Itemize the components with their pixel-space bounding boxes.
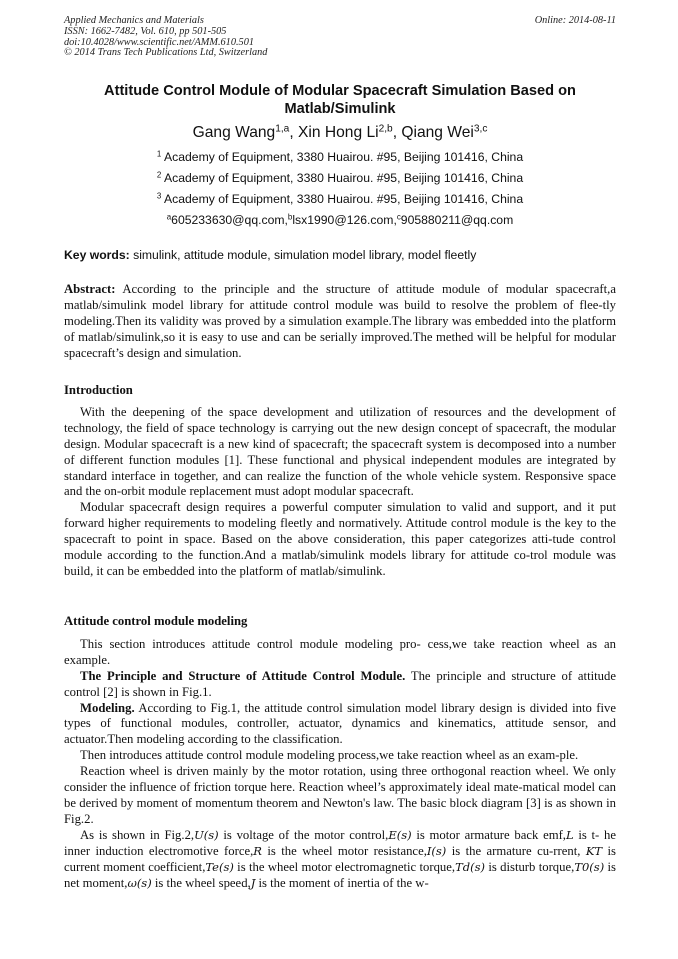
copyright-line: © 2014 Trans Tech Publications Ltd, Switzerland bbox=[64, 47, 268, 59]
doi-line: doi:10.4028/www.scientific.net/AMM.610.501 bbox=[64, 36, 254, 48]
paragraph: Modular spacecraft design requires a powerful computer simulation to valid and support, and it put forward higher requirements to modeling fleetly and normatively. Attitude control module is the key to the spacecraft to point in space. Based on the above consideration, this paper categorizes atti-tude control module according to the function.And a matlab/simulink models library for attitude co-trol module was build, it can be embedded into the platform of matlab/simulink. bbox=[64, 500, 616, 578]
journal-name: Applied Mechanics and Materials bbox=[64, 15, 204, 26]
affiliation: $^2$ Academy of Equipment, 3380 Huairou. #95, Beijing 101416, China bbox=[156, 170, 524, 185]
paragraph: This section introduces attitude control module modeling pro- cess,we take reaction wheel as an example. bbox=[64, 636, 616, 667]
paragraph: As is shown in Fig.2,U(s) is voltage of the motor control,E(s) is motor armature back emf,L is t- he inner induction electromotive force,R is the wheel motor resistance,I(s) is the armature cu-rrent, KT is current moment coefficient,Te(s) is the wheel motor electromagnetic torque,Td(s) is disturb torque,T0(s) is net moment,ω(s) is the wheel speed,J is the moment of inertia of the w- bbox=[64, 827, 616, 890]
section-heading: Introduction bbox=[64, 383, 133, 397]
section-heading: Attitude control module modeling bbox=[64, 614, 248, 628]
affiliation: $^3$ Academy of Equipment, 3380 Huairou. #95, Beijing 101416, China bbox=[156, 191, 524, 206]
author-name: Xin Hong Li bbox=[297, 124, 379, 141]
affiliation: $^1$ Academy of Equipment, 3380 Huairou. #95, Beijing 101416, China bbox=[156, 149, 524, 164]
email-address: 905880211@qq.com bbox=[400, 213, 514, 227]
paragraph: Then introduces attitude control module modeling process,we take reaction wheel as an exam-ple. bbox=[80, 748, 579, 763]
issn-line: ISSN: 1662-7482, Vol. 610, pp 501-505 bbox=[64, 25, 227, 37]
introduction-section bbox=[64, 383, 616, 580]
paragraph: Reaction wheel is driven mainly by the motor rotation, using three orthogonal reaction wheel. We only consider the influence of friction torque here. Reaction wheel’s approximately ideal mate-matical model can be derived by moment of momentum theorem and Newton's law. The basic block diagram [3] is as shown in Fig.2. bbox=[64, 764, 616, 826]
author-sup: 2,b bbox=[378, 123, 393, 135]
author-sup: 3,c bbox=[473, 123, 488, 135]
email-address: lsx1990@126.com bbox=[292, 213, 394, 227]
author-name: Gang Wang bbox=[192, 124, 276, 141]
author-list: Gang Wang$^{1,a}$, Xin Hong Li$^{2,b}$, Qiang Wei$^{3,c}$ bbox=[192, 123, 488, 141]
online-date: Online: 2014-08-11 bbox=[534, 15, 616, 26]
paper-title: Attitude Control Module of Modular Spacecraft Simulation Based on Matlab/Simulink bbox=[104, 83, 576, 117]
keywords-text: simulink, attitude module, simulation model library, model fleetly bbox=[133, 248, 477, 262]
keywords-label: Key words: bbox=[64, 248, 130, 262]
abstract-text: According to the principle and the structure of attitude module of modular spacecraft,a matlab/simulink model library for attitude control module was build to resolve the problem of flee-tly modeling.Then its validity was proved by a simulation example.The library was embedded into the platform of matlab/simulink,so it is easy to use and can be serially improved.The methed will be helpful for modular spacecraft’s design and simulation. bbox=[64, 282, 616, 360]
author-name: Qiang Wei bbox=[401, 124, 474, 141]
email-list: $^a$605233630@qq.com,$^b$lsx1990@126.com,$^c$905880211@qq.com bbox=[166, 212, 514, 227]
paragraph: The Principle and Structure of Attitude Control Module. The principle and structure of attitude control [2] is shown in Fig.1. bbox=[64, 668, 616, 699]
author-sup: 1,a bbox=[275, 123, 290, 135]
keywords bbox=[64, 247, 616, 263]
abstract bbox=[64, 282, 616, 362]
paragraph: Modeling. According to Fig.1, the attitude control simulation model library design is divided into five types of functional modules, controller, actuator, dynamics and kinematics, attitude sensor, and actuator.Then modeling according to the classification. bbox=[64, 700, 616, 747]
abstract-label: Abstract: bbox=[64, 282, 116, 296]
paragraph: With the deepening of the space development and utilization of resources and the development of technology, the field of space technology is carrying out the new design concept of spacecraft, the modular design. Modular spacecraft is a new kind of spacecraft; the spacecraft system is decomposed into a number of different function modules [1]. These functional and physical independent modules are integrated by standard interface in together, and can realize the function of the whole vehicle system. Responsive space and the on-orbit module replacement must adopt modular spacecraft. bbox=[64, 404, 616, 499]
email-address: 605233630@qq.com bbox=[171, 213, 285, 227]
modeling-section bbox=[64, 614, 616, 891]
journal-header bbox=[64, 16, 616, 59]
